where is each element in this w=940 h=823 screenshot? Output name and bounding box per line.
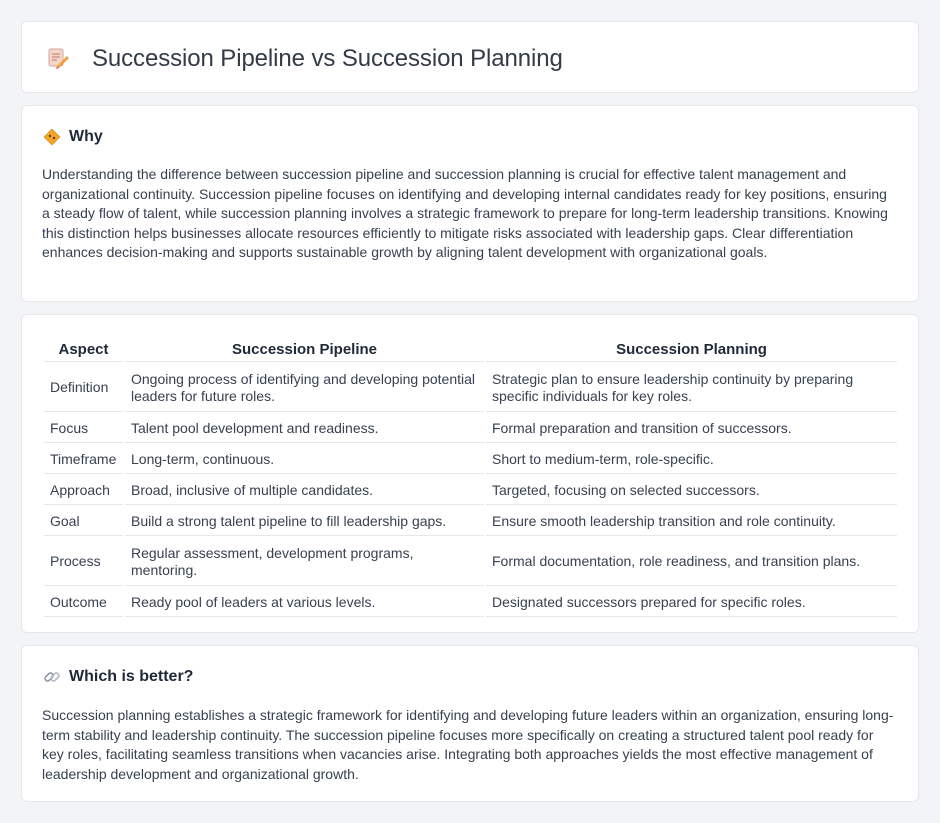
table-row [44, 364, 897, 412]
cell-aspect: Process [44, 538, 123, 586]
header-card [21, 21, 919, 93]
header-pipeline: Succession Pipeline [125, 338, 484, 362]
cell-planning: Formal documentation, role readiness, and transition plans. [486, 538, 897, 586]
cell-planning: Strategic plan to ensure leadership continuity by preparing specific individuals for key roles. [486, 364, 897, 412]
better-body: Succession planning establishes a strategic framework for identifying and developing future leaders within an organization, ensuring long-term stability and leadership continuity. The succession pipeline focuses more specifically on creating a structured talent pool ready for key roles, facilitating seamless transitions when vacancies arise. Integrating both approaches yields the most effective management of leadership development and organizational growth. [42, 707, 894, 782]
cell-aspect: Outcome [44, 588, 123, 617]
cell-planning: Formal preparation and transition of successors. [486, 414, 897, 443]
cell-aspect: Approach [44, 476, 123, 505]
table-row [44, 507, 897, 536]
which-is-better-section [21, 645, 919, 802]
cell-pipeline: Ongoing process of identifying and developing potential leaders for future roles. [125, 364, 484, 412]
comparison-table [42, 336, 899, 619]
comparison-section [21, 314, 919, 633]
cell-aspect: Definition [44, 364, 123, 412]
table-header-row [44, 338, 897, 362]
cell-pipeline: Regular assessment, development programs, mentoring. [125, 538, 484, 586]
table-row [44, 476, 897, 505]
cell-aspect: Focus [44, 414, 123, 443]
table-row [44, 588, 897, 617]
header-aspect: Aspect [44, 338, 123, 362]
cell-pipeline: Ready pool of leaders at various levels. [125, 588, 484, 617]
link-icon [43, 668, 61, 686]
cell-pipeline: Long-term, continuous. [125, 445, 484, 474]
table-row [44, 414, 897, 443]
why-heading-row [43, 126, 103, 148]
header-planning: Succession Planning [486, 338, 897, 362]
cell-aspect: Timeframe [44, 445, 123, 474]
document-pencil-icon [46, 46, 70, 70]
cell-pipeline: Talent pool development and readiness. [125, 414, 484, 443]
better-heading-row [43, 666, 193, 688]
cell-planning: Designated successors prepared for specific roles. [486, 588, 897, 617]
why-body: Understanding the difference between succession pipeline and succession planning is crucial for effective talent management and organizational continuity. Succession pipeline focuses on identifying and developing internal candidates ready for key positions, ensuring a steady flow of talent, while succession planning involves a strategic framework to prepare for long-term leadership transitions. Knowing this distinction helps businesses allocate resources efficiently to mitigate risks associated with leadership gaps. Clear differentiation enhances decision-making and supports sustainable growth by aligning talent development with organizational goals. [42, 166, 888, 260]
table-row [44, 445, 897, 474]
cell-aspect: Goal [44, 507, 123, 536]
table-row [44, 538, 897, 586]
cell-pipeline: Broad, inclusive of multiple candidates. [125, 476, 484, 505]
better-heading: Which is better? [69, 668, 194, 685]
cell-pipeline: Build a strong talent pipeline to fill leadership gaps. [125, 507, 484, 536]
cell-planning: Ensure smooth leadership transition and role continuity. [486, 507, 897, 536]
why-heading: Why [69, 128, 103, 145]
cell-planning: Short to medium-term, role-specific. [486, 445, 897, 474]
why-section [21, 105, 919, 302]
diamond-sign-icon [43, 128, 61, 146]
page-title: Succession Pipeline vs Succession Planning [92, 45, 563, 72]
cell-planning: Targeted, focusing on selected successors. [486, 476, 897, 505]
